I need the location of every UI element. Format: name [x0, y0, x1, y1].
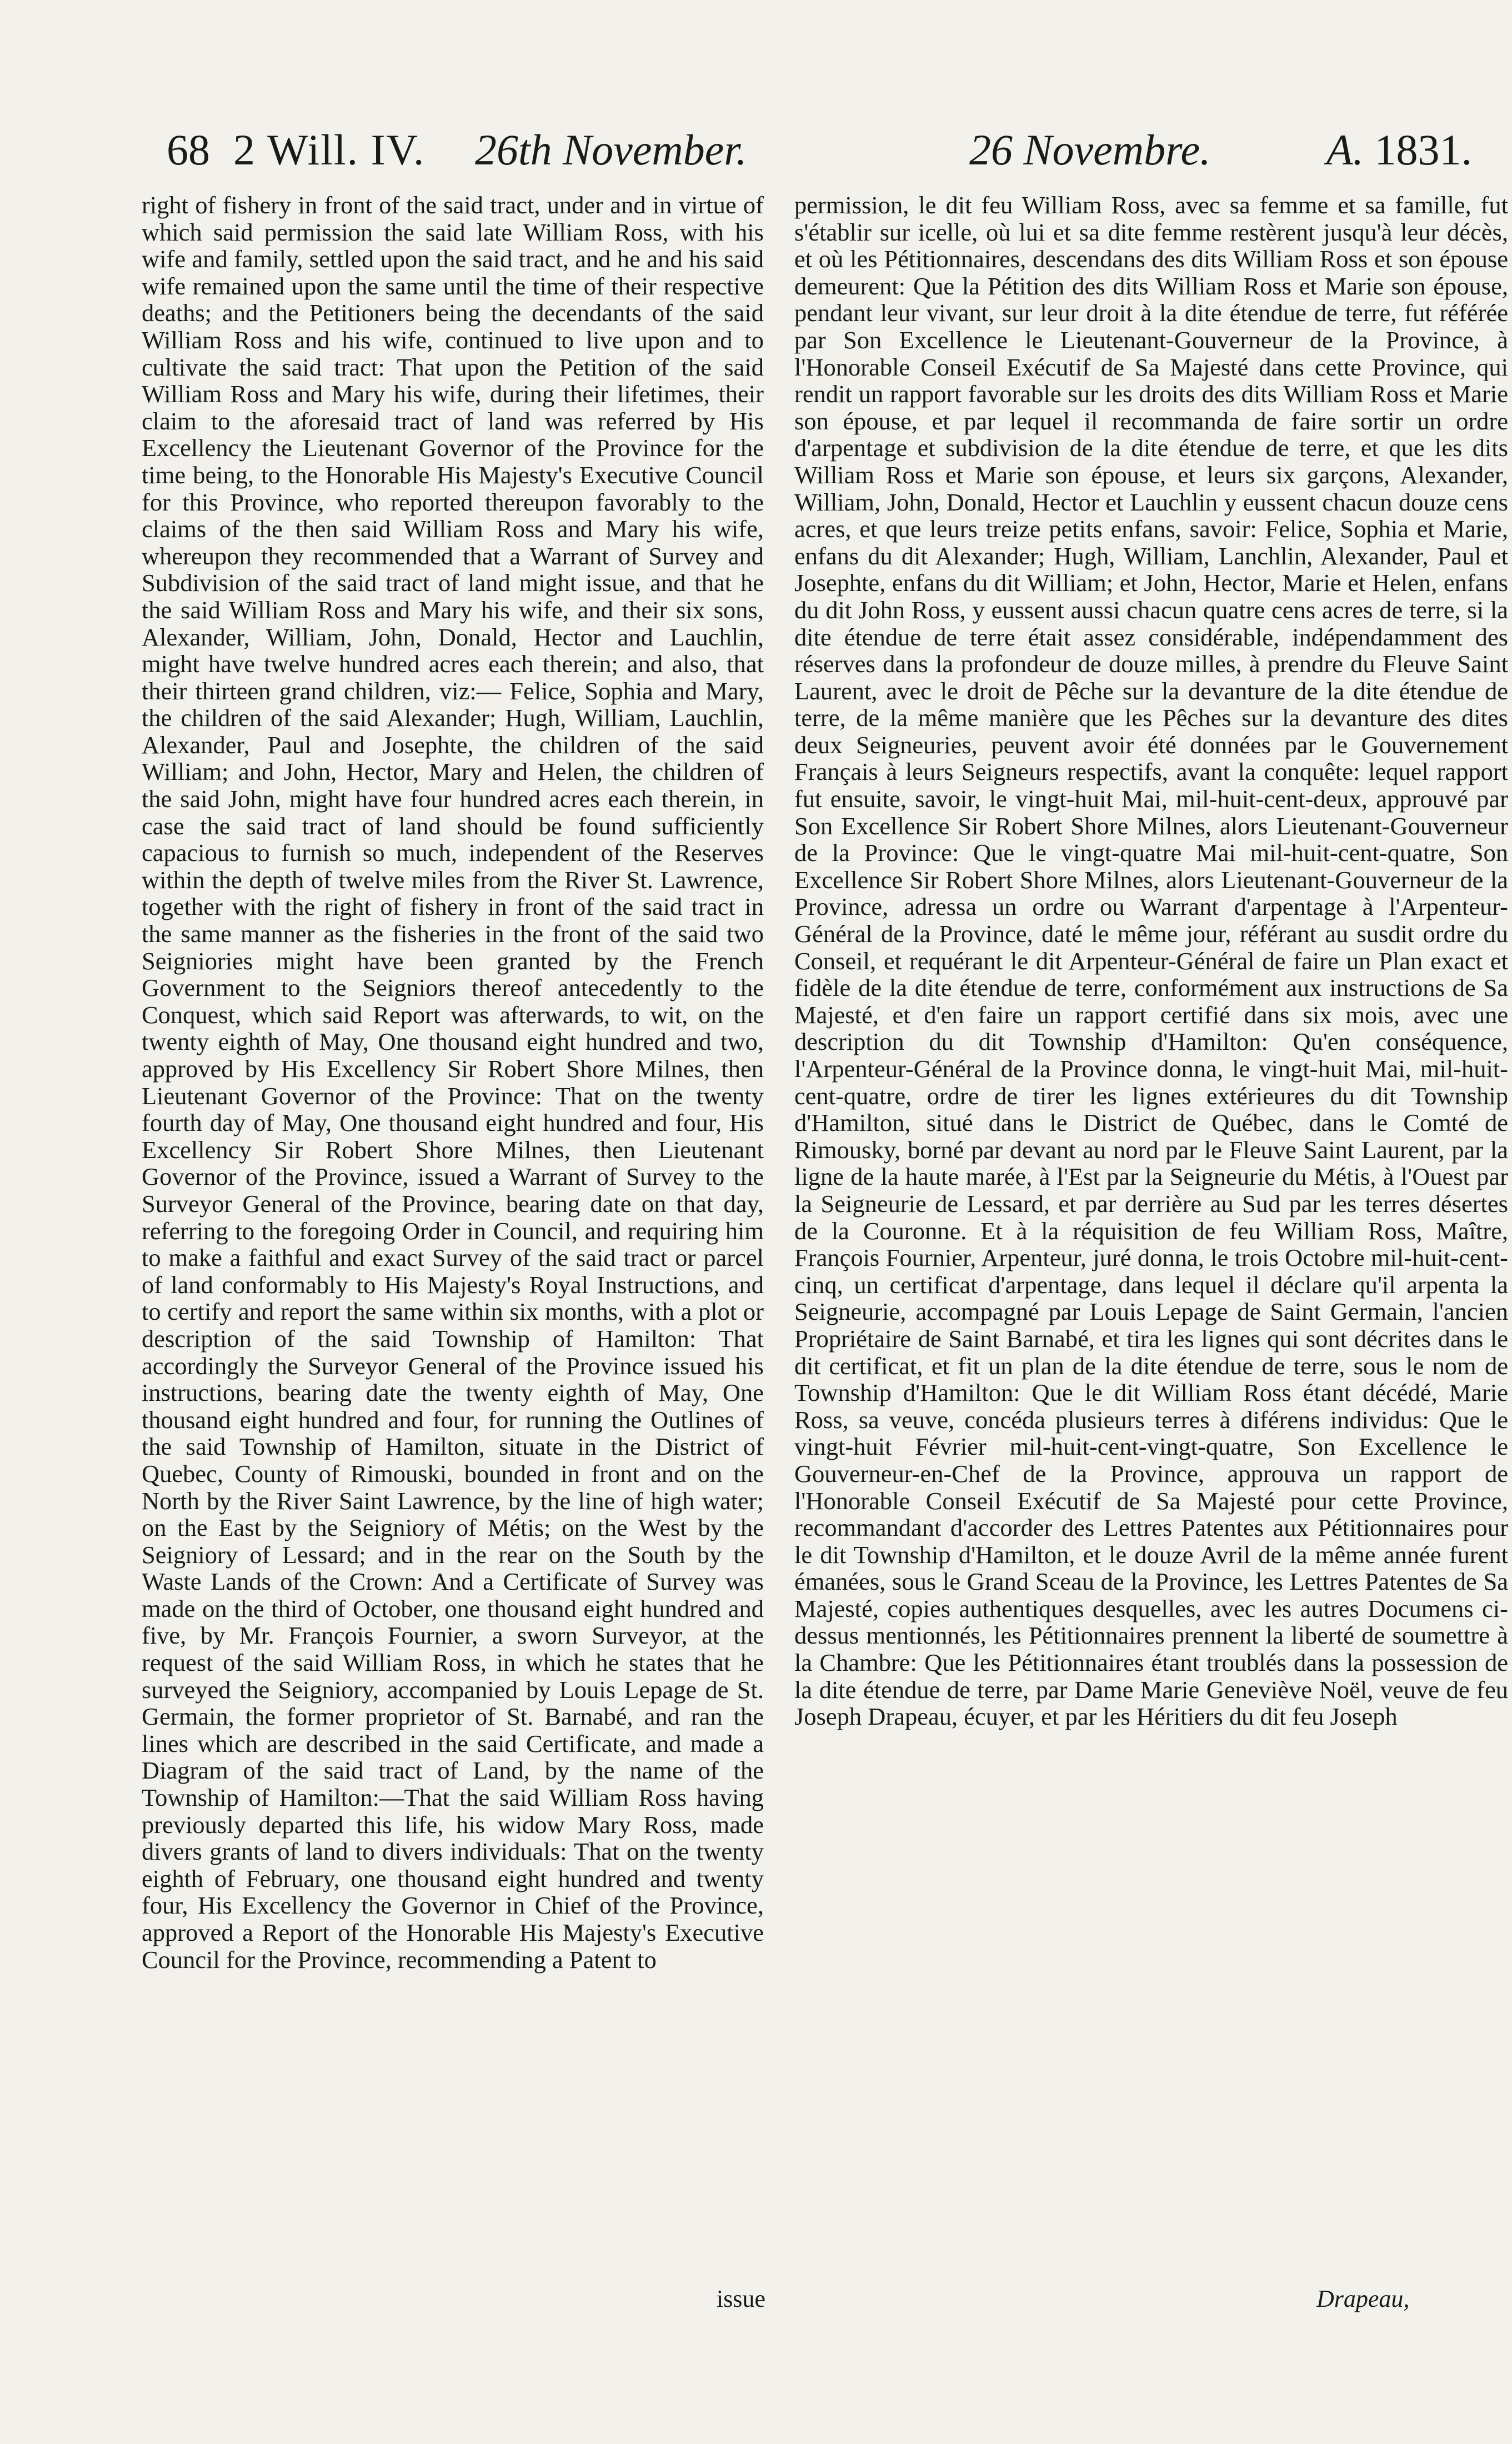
- regnal-year: 2 Will. IV.: [233, 126, 425, 174]
- page-header: [167, 119, 1472, 181]
- date-french: 26 Novembre.: [969, 126, 1211, 174]
- calendar-year: [1326, 119, 1472, 181]
- year-prefix: A.: [1326, 126, 1364, 174]
- french-catchword: Drapeau,: [1316, 2285, 1410, 2312]
- page-number: 68: [167, 126, 210, 174]
- year-value: 1831.: [1374, 126, 1472, 174]
- english-catchword: issue: [717, 2285, 765, 2312]
- english-paragraph: right of fishery in front of the said tract, under and in virtue of which said permission the said late William Ross, with his wife and family, settled upon the said tract, and he and his said wife remained upon the same until the time of their respective deaths; and the Petitioners being the decendants of the said William Ross and his wife, continued to live upon and to cultivate the said tract: That upon the Petition of the said William Ross and Mary his wife, during their lifetimes, their claim to the aforesaid tract of land was referred by His Excellency the Lieutenant Governor of the Province for the time being, to the Honorable His Majesty's Executive Council for this Province, who reported thereupon favorably to the claims of the then said William Ross and Mary his wife, whereupon they recommended that a Warrant of Survey and Subdivision of the said tract of land might issue, and that he the said William Ross and Mary his wife, and their six sons, Alexander, William, John, Donald, Hector and Lauchlin, might have twelve hundred acres each therein; and also, that their thirteen grand children, viz:— Felice, Sophia and Mary, the children of the said Alexander; Hugh, William, Lauchlin, Alexander, Paul and Josephte, the children of the said William; and John, Hector, Mary and Helen, the children of the said John, might have four hundred acres each therein, in case the said tract of land should be found sufficiently capacious to furnish so much, independent of the Reserves within the depth of twelve miles from the River St. Lawrence, together with the right of fishery in front of the said tract in the same manner as the fisheries in the front of the said two Seigniories might have been granted by the French Government to the Seigniors thereof antecedently to the Conquest, which said Report was afterwards, to wit, on the twenty eighth of May, One thousand eight hundred and two, approved by His Excellency Sir Robert Shore Milnes, then Lieutenant Governor of the Province: That on the twenty fourth day of May, One thousand eight hundred and four, His Excellency Sir Robert Shore Milnes, then Lieutenant Governor of the Province, issued a Warrant of Survey to the Surveyor General of the Province, bearing date on that day, referring to the foregoing Order in Council, and requiring him to make a faithful and exact Survey of the said tract or parcel of land conformably to His Majesty's Royal Instructions, and to certify and report the same within six months, with a plot or description of the said Township of Hamilton: That accordingly the Surveyor General of the Province issued his instructions, bearing date the twenty eighth of May, One thousand eight hundred and four, for running the Outlines of the said Township of Hamilton, situate in the District of Quebec, County of Rimouski, bounded in front and on the North by the River Saint Lawrence, by the line of high water; on the East by the Seigniory of Métis; on the West by the Seigniory of Lessard; and in the rear on the South by the Waste Lands of the Crown: And a Certificate of Survey was made on the third of October, one thousand eight hundred and five, by Mr. François Fournier, a sworn Surveyor, at the request of the said William Ross, in which he states that he surveyed the Seigniory, accompanied by Louis Lepage de St. Germain, the former proprietor of St. Barnabé, and ran the lines which are described in the said Certificate, and made a Diagram of the said tract of Land, by the name of the Township of Hamilton:—That the said William Ross having previously departed this life, his widow Mary Ross, made divers grants of land to divers individuals: That on the twenty eighth of February, one thousand eight hundred and twenty four, His Excellency the Governor in Chief of the Province, approved a Report of the Honorable His Majesty's Executive Council for the Province, recommending a Patent to: [142, 191, 764, 1974]
- english-column: [142, 192, 764, 1973]
- french-column: [794, 192, 1508, 1730]
- date-english: 26th November.: [475, 126, 747, 174]
- french-paragraph: permission, le dit feu William Ross, avec sa femme et sa famille, fut s'établir sur icelle, où lui et sa dite femme restèrent jusqu'à leur décès, et où les Pétitionnaires, descendans des dits William Ross et son épouse demeurent: Que la Pétition des dits William Ross et Marie son épouse, pendant leur vivant, sur leur droit à la dite étendue de terre, fut référée par Son Excellence le Lieutenant-Gouverneur de la Province, à l'Honorable Conseil Exécutif de Sa Majesté dans cette Province, qui rendit un rapport favorable sur les droits des dits William Ross et Marie son épouse, et par lequel il recommanda de faire sortir un ordre d'arpentage et subdivision de la dite étendue de terre, et que les dits William Ross et Marie son épouse, et leurs six garçons, Alexander, William, John, Donald, Hector et Lauchlin y eussent chacun douze cens acres, et que leurs treize petits enfans, savoir: Felice, Sophia et Marie, enfans du dit Alexander; Hugh, William, Lanchlin, Alexander, Paul et Josephte, enfans du dit William; et John, Hector, Marie et Helen, enfans du dit John Ross, y eussent aussi chacun quatre cens acres de terre, si la dite étendue de terre était assez considérable, indépendamment des réserves dans la profondeur de douze milles, à prendre du Fleuve Saint Laurent, avec le droit de Pêche sur la devanture de la dite étendue de terre, de la même manière que les Pêches sur la devanture des dites deux Seigneuries, peuvent avoir été données par le Gouvernement Français à leurs Seigneurs respectifs, avant la conquête: lequel rapport fut ensuite, savoir, le vingt-huit Mai, mil-huit-cent-deux, approuvé par Son Excellence Sir Robert Shore Milnes, alors Lieutenant-Gouverneur de la Province: Que le vingt-quatre Mai mil-huit-cent-quatre, Son Excellence Sir Robert Shore Milnes, alors Lieutenant-Gouverneur de la Province, adressa un ordre ou Warrant d'arpentage à l'Arpenteur-Général de la Province, daté le même jour, référant au susdit ordre du Conseil, et requérant le dit Arpenteur-Général de faire un Plan exact et fidèle de la dite étendue de terre, conformément aux instructions de Sa Majesté, et d'en faire un rapport certifié dans six mois, avec une description du dit Township d'Hamilton: Qu'en conséquence, l'Arpenteur-Général de la Province donna, le vingt-huit Mai, mil-huit-cent-quatre, ordre de tirer les lignes extérieures du dit Township d'Hamilton, situé dans le District de Québec, dans le Comté de Rimousky, borné par devant au nord par le Fleuve Saint Laurent, par la ligne de la haute marée, à l'Est par la Seigneurie du Métis, à l'Ouest par la Seigneurie de Lessard, et par derrière au Sud par les terres désertes de la Couronne. Et à la réquisition de feu William Ross, Maître, François Fournier, Arpenteur, juré donna, le trois Octobre mil-huit-cent-cinq, un certificat d'arpentage, dans lequel il déclare qu'il arpenta la Seigneurie, accompagné par Louis Lepage de Saint Germain, l'ancien Propriétaire de Saint Barnabé, et tira les lignes qui sont décrites dans le dit certificat, et fit un plan de la dite étendue de terre, sous le nom de Township d'Hamilton: Que le dit William Ross étant décédé, Marie Ross, sa veuve, concéda plusieurs terres à diférens individus: Que le vingt-huit Février mil-huit-cent-vingt-quatre, Son Excellence le Gouverneur-en-Chef de la Province, approuva un rapport de l'Honorable Conseil Exécutif de Sa Majesté pour cette Province, recommandant d'accorder des Lettres Patentes aux Pétitionnaires pour le dit Township d'Hamilton, et le douze Avril de la même année furent émanées, sous le Grand Sceau de la Province, les Lettres Patentes de Sa Majesté, copies authentiques desquelles, avec les autres Documens ci-dessus mentionnés, les Pétitionnaires prennent la liberté de soumettre à la Chambre: Que les Pétitionnaires étant troublés dans la possession de la dite étendue de terre, par Dame Marie Geneviève Noël, veuve de feu Joseph Drapeau, écuyer, et par les Héritiers du dit feu Joseph: [794, 191, 1508, 1731]
